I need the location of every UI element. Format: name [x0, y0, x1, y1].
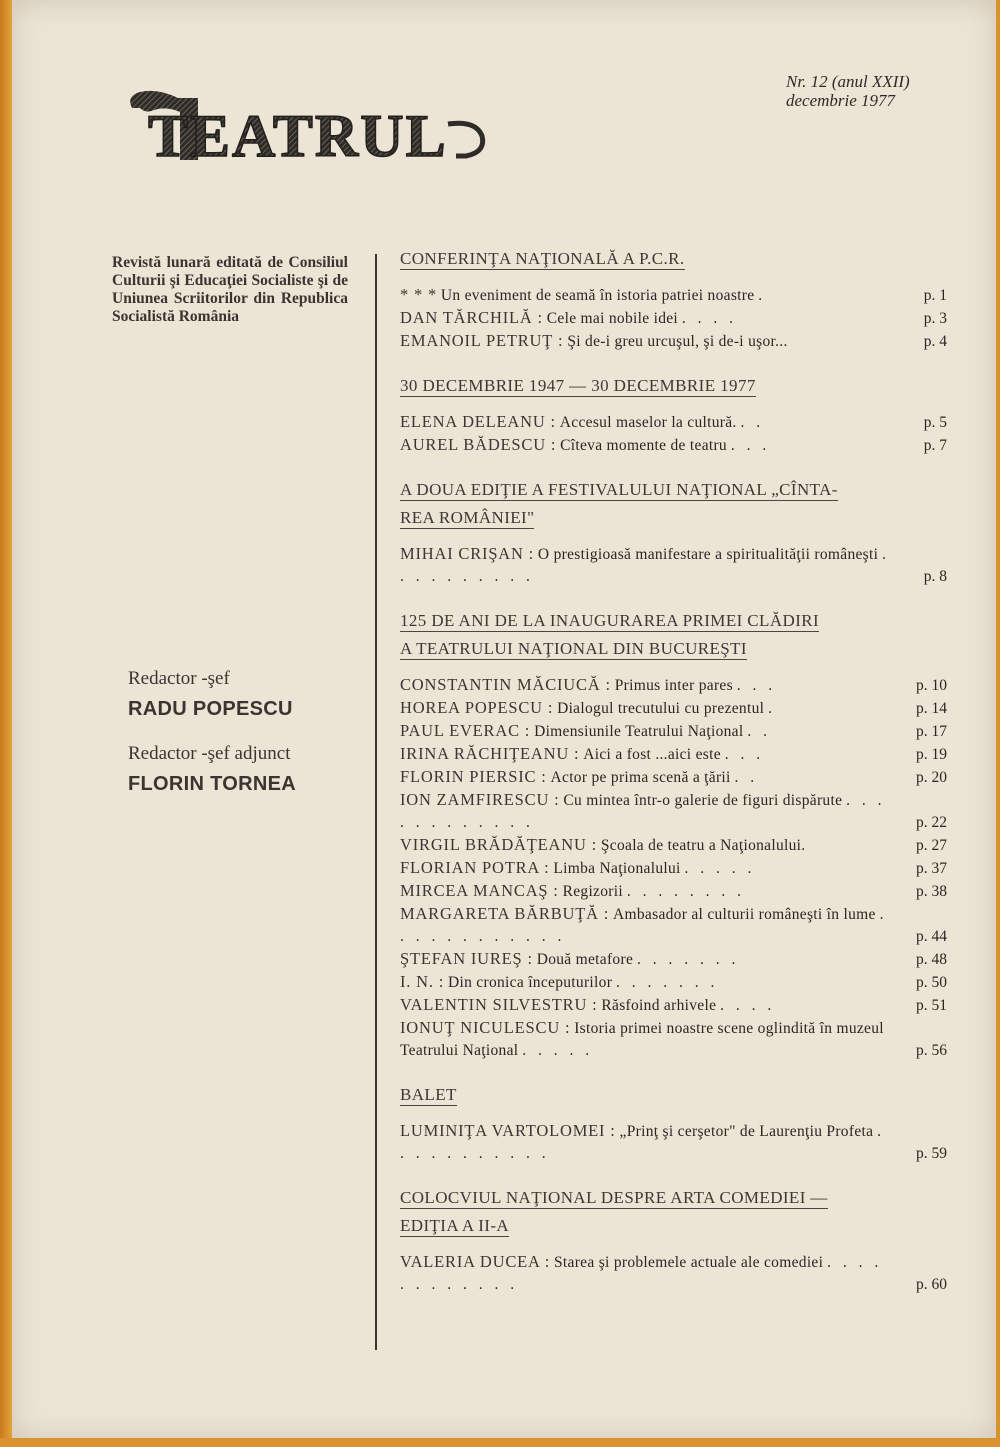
publisher-statement: Revistă lunară editată de Consiliul Culturii şi Educaţiei Socialiste şi de Uniunea Scriitorilor din Republica Socialistă România [112, 254, 348, 325]
entry-page-number: p. 48 [916, 951, 947, 968]
entry-title: Şi de-i greu urcuşul, şi de-i uşor... [567, 333, 788, 350]
entry-author: EMANOIL PETRUŢ : [400, 331, 564, 350]
toc-entry[interactable] [400, 857, 955, 880]
entry-leader-dots: . . . [736, 677, 777, 694]
toc-entry[interactable] [400, 766, 955, 789]
section-heading-line: BALET [400, 1085, 457, 1104]
section-heading-line: A DOUA EDIŢIE A FESTIVALULUI NAŢIONAL „CÎNTA- [400, 480, 838, 499]
page-edge-bottom [0, 1438, 1000, 1447]
entry-leader-dots: . . . . . . . . . . . . [400, 1254, 883, 1293]
entry-leader-dots: . . . . . . . . . . . . [400, 906, 888, 945]
entry-leader-dots: . . . . [720, 997, 776, 1014]
entry-author: CONSTANTIN MĂCIUCĂ : [400, 675, 611, 694]
toc-entry[interactable] [400, 1251, 955, 1296]
entry-author: MARGARETA BĂRBUŢĂ : [400, 904, 610, 923]
entry-author: VALERIA DUCEA : [400, 1252, 551, 1271]
entry-author: VALENTIN SILVESTRU : [400, 995, 598, 1014]
entry-leader-dots: . . . . . . . [637, 951, 740, 968]
entry-page-number: p. 3 [923, 310, 947, 327]
entry-page-number: p. 4 [923, 333, 947, 350]
entry-page-number: p. 17 [916, 723, 947, 740]
entry-title: Răsfoind arhivele [601, 997, 717, 1014]
toc-entry[interactable] [400, 720, 955, 743]
section-heading-line: REA ROMÂNIEI" [400, 508, 535, 527]
toc-entry[interactable] [400, 994, 955, 1017]
masthead-title: TEATRUL [148, 103, 448, 168]
sidebar [112, 254, 348, 326]
entry-page-number: p. 50 [916, 974, 947, 991]
entry-author: LUMINIŢA VARTOLOMEI : [400, 1121, 616, 1140]
entry-title: Limba Naţionalului [553, 860, 681, 877]
entry-author: HOREA POPESCU : [400, 698, 554, 717]
entry-leader-dots: . [768, 700, 776, 717]
section-entries [400, 1251, 955, 1296]
toc-entry[interactable] [400, 307, 955, 330]
issue-date: decembrie 1977 [786, 91, 896, 110]
section-heading [400, 248, 955, 270]
entry-author: IRINA RĂCHIŢEANU : [400, 744, 580, 763]
entry-author: ŞTEFAN IUREŞ : [400, 949, 533, 968]
entry-title: Actor pe prima scenă a ţării [550, 769, 731, 786]
entry-author: MIRCEA MANCAŞ : [400, 881, 559, 900]
entry-title: „Prinţ şi cerşetor" de Laurenţiu Profeta [619, 1123, 874, 1140]
entry-author: DAN TĂRCHILĂ : [400, 308, 543, 327]
entry-author: ELENA DELEANU : [400, 412, 556, 431]
entry-title: Două metafore [536, 951, 634, 968]
section-entries [400, 674, 955, 1062]
section-heading [400, 1084, 955, 1106]
entry-page-number: p. 44 [916, 928, 947, 945]
column-divider [375, 254, 377, 1350]
toc-entry[interactable] [400, 434, 955, 457]
section-heading-line: 125 DE ANI DE LA INAUGURAREA PRIMEI CLĂDIRI [400, 611, 820, 630]
section-entries [400, 411, 955, 457]
entry-leader-dots: . . . . [681, 310, 738, 327]
entry-page-number: p. 8 [923, 568, 947, 585]
entry-page-number: p. 1 [923, 287, 947, 304]
entry-page-number: p. 5 [923, 414, 947, 431]
entry-author: ION ZAMFIRESCU : [400, 790, 560, 809]
issue-info [786, 72, 910, 110]
entry-title: Dimensiunile Teatrului Naţional [534, 723, 744, 740]
chief-editor-role: Redactor -şef [128, 668, 230, 689]
entry-title: Aici a fost ...aici este [583, 746, 721, 763]
entry-author: I. N. : [400, 972, 445, 991]
entry-title: Ambasador al culturii româneşti în lume [613, 906, 876, 923]
entry-page-number: p. 10 [916, 677, 947, 694]
entry-title: Istoria primei noastre scene oglindită în muzeul Teatrului Naţional [400, 1020, 884, 1059]
toc-entry[interactable] [400, 1017, 955, 1062]
section-heading-line: A TEATRULUI NAŢIONAL DIN BUCUREŞTI [400, 639, 747, 658]
toc-entry[interactable] [400, 971, 955, 994]
entry-page-number: p. 7 [923, 437, 947, 454]
toc-entry[interactable] [400, 674, 955, 697]
entry-leader-dots: . . . . . [522, 1042, 594, 1059]
chief-editor-name: RADU POPESCU [128, 698, 293, 720]
entry-title: Accesul maselor la cultură. [559, 414, 737, 431]
section-heading-line: EDIŢIA A II-A [400, 1216, 510, 1235]
entry-page-number: p. 60 [916, 1276, 947, 1293]
deputy-editor-name: FLORIN TORNEA [128, 773, 296, 795]
entry-author: AUREL BĂDESCU : [400, 435, 557, 454]
entry-title: Şcoala de teatru a Naţionalului. [600, 837, 806, 854]
entry-leader-dots: . . . [724, 746, 765, 763]
entry-title: Din cronica începuturilor [447, 974, 613, 991]
entry-leader-dots: . . . . . . . . . . . [400, 1123, 886, 1162]
entry-page-number: p. 27 [916, 837, 947, 854]
toc-entry[interactable] [400, 1120, 955, 1165]
entry-leader-dots: . [758, 287, 767, 304]
section-heading [400, 1187, 955, 1237]
entry-title: Regizorii [562, 883, 623, 900]
entry-leader-dots: . . [740, 414, 765, 431]
toc-entry[interactable] [400, 789, 955, 834]
entry-leader-dots: . . . . . . . [616, 974, 719, 991]
entry-leader-dots: . . . . . [684, 860, 756, 877]
issue-number: Nr. 12 (anul XXII) [786, 72, 910, 91]
entry-title: Starea şi problemele actuale ale comediei [554, 1254, 824, 1271]
entry-title: Dialogul trecutului cu prezentul [557, 700, 765, 717]
section-heading [400, 375, 955, 397]
toc-entry[interactable] [400, 543, 955, 588]
entry-title: O prestigioasă manifestare a spiritualităţii româneşti [537, 546, 879, 563]
toc-entry[interactable] [400, 948, 955, 971]
entry-author: MIHAI CRIŞAN : [400, 544, 535, 563]
toc-entry[interactable] [400, 903, 955, 948]
entry-page-number: p. 37 [916, 860, 947, 877]
entry-author: VIRGIL BRĂDĂŢEANU : [400, 835, 597, 854]
table-of-contents [400, 248, 955, 1318]
toc-entry[interactable] [400, 880, 955, 903]
entry-leader-dots: . . [747, 723, 771, 740]
toc-entry[interactable] [400, 284, 955, 307]
toc-entry[interactable] [400, 834, 955, 857]
section-entries [400, 284, 955, 353]
entry-leader-dots: . . . . . . . . . . [400, 546, 890, 585]
entry-title: Un eveniment de seamă în istoria patriei noastre [440, 287, 755, 304]
entry-author: FLORIAN POTRA : [400, 858, 550, 877]
section-heading [400, 479, 955, 529]
entry-page-number: p. 20 [916, 769, 947, 786]
entry-page-number: p. 51 [916, 997, 947, 1014]
entry-leader-dots: . . . . . . . . . . . . [400, 792, 886, 831]
page-edge-left [0, 0, 12, 1447]
editorial-staff [128, 668, 368, 818]
entry-page-number: p. 38 [916, 883, 947, 900]
entry-author: IONUŢ NICULESCU : [400, 1018, 571, 1037]
section-heading-line: 30 DECEMBRIE 1947 — 30 DECEMBRIE 1977 [400, 376, 756, 395]
entry-author: PAUL EVERAC : [400, 721, 531, 740]
section-heading [400, 610, 955, 660]
section-heading-line: CONFERINŢA NAŢIONALĂ A P.C.R. [400, 249, 685, 268]
toc-entry[interactable] [400, 330, 955, 353]
entry-title: Cele mai nobile idei [546, 310, 679, 327]
deputy-editor-role: Redactor -şef adjunct [128, 743, 291, 764]
toc-entry[interactable] [400, 697, 955, 720]
entry-leader-dots: . . . [730, 437, 771, 454]
entry-page-number: p. 22 [916, 814, 947, 831]
entry-title: Primus inter pares [614, 677, 733, 694]
entry-title: Cîteva momente de teatru [560, 437, 727, 454]
entry-author: FLORIN PIERSIC : [400, 767, 547, 786]
entry-page-number: p. 14 [916, 700, 947, 717]
entry-page-number: p. 19 [916, 746, 947, 763]
toc-entry[interactable] [400, 743, 955, 766]
entry-title: Cu mintea într-o galerie de figuri dispărute [563, 792, 843, 809]
entry-page-number: p. 59 [916, 1145, 947, 1162]
entry-leader-dots: . . . . . . . . [626, 883, 745, 900]
teatrul-masthead-logo [118, 88, 498, 168]
section-heading-line: COLOCVIUL NAŢIONAL DESPRE ARTA COMEDIEI — [400, 1188, 828, 1207]
section-entries [400, 1120, 955, 1165]
section-entries [400, 543, 955, 588]
toc-entry[interactable] [400, 411, 955, 434]
entry-leader-dots: . . [734, 769, 759, 786]
entry-page-number: p. 56 [916, 1042, 947, 1059]
entry-author: * * * [400, 285, 437, 304]
